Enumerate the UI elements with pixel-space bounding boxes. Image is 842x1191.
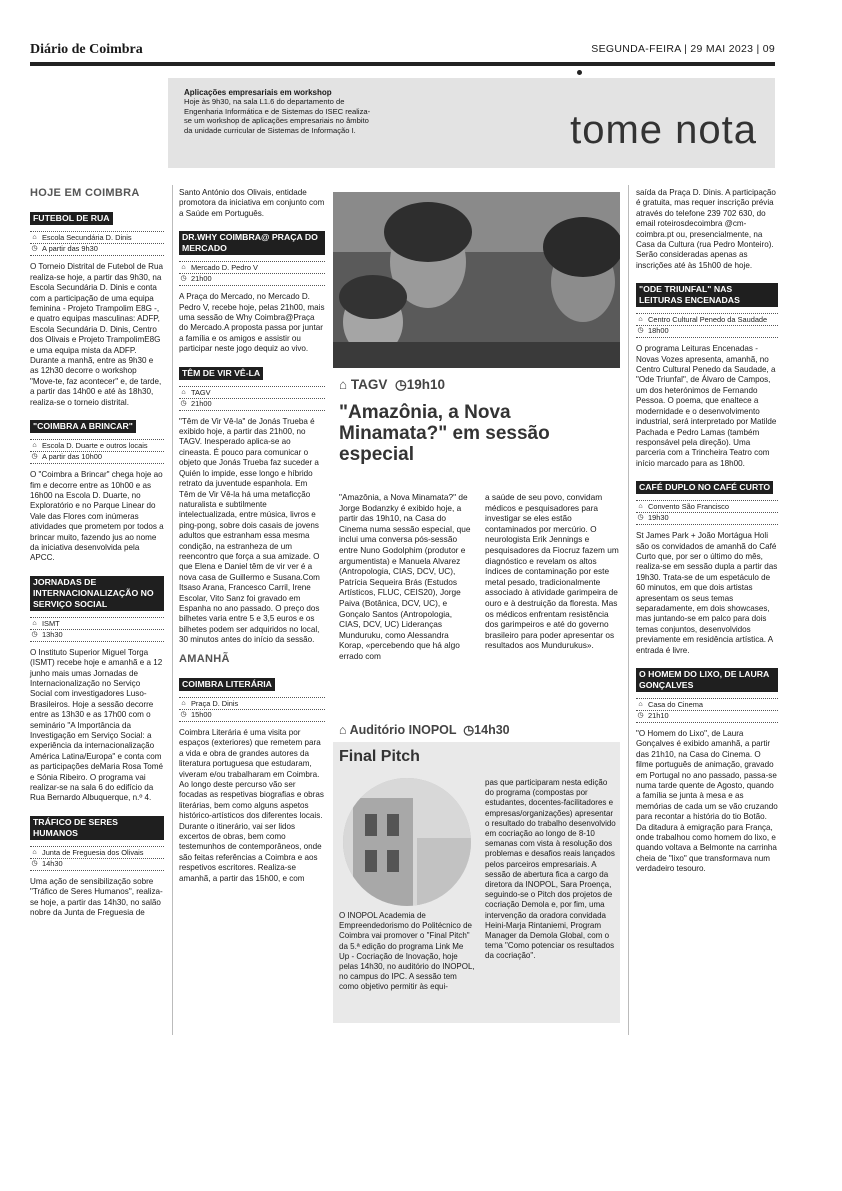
- event-meta: [179, 697, 325, 722]
- event-place: Escola Secundária D. Dinis: [42, 233, 132, 243]
- event-meta: [636, 313, 778, 338]
- column-5: [636, 188, 778, 883]
- feature-photo: [333, 192, 620, 368]
- event-tag: DR.WHY COIMBRA@ PRAÇA DO MERCADO: [179, 231, 325, 255]
- event-time: 18h00: [648, 326, 669, 336]
- event-meta: [179, 261, 325, 286]
- clock-icon: ◷: [637, 327, 644, 335]
- event-time: 14h30: [42, 858, 63, 868]
- event-place: Convento São Francisco: [648, 502, 729, 512]
- event-place: Centro Cultural Penedo da Saudade: [648, 315, 768, 325]
- masthead-rule: [30, 62, 775, 66]
- event-text: O programa Leituras Encenadas - Novas Vozes apresenta, amanhã, no Centro Cultural Penedo da Saudade, a "Ode Triunfal", de Álvaro de Campos, um dos heterónimos de Fernando Pessoa. O poema, que enaltece a modernidade e o desenvolvimento industrial, será interpretado por Matilde Pachada e Pedro Lamas (também responsável pela direção). Uma parceria com a Trincheira Teatro com início marcado para as 18h00.: [636, 344, 777, 468]
- column-2: [179, 188, 325, 892]
- house-icon: ⌂: [181, 700, 186, 707]
- event-tag: "COIMBRA A BRINCAR": [30, 420, 136, 433]
- event-tag: FUTEBOL DE RUA: [30, 212, 113, 225]
- event-text: saída da Praça D. Dinis. A participação é gratuita, mas requer inscrição prévia através do telefone 239 702 630, do email roteirosdecoimbra @cm-coimbra.pt ou, presencialmente, na Casa da Cultura (rua Pedro Monteiro). Serão consideradas apenas as inscrições até às 15h00 de hoje.: [636, 188, 776, 270]
- event-text: O Torneio Distrital de Futebol de Rua realiza-se hoje, a partir das 9h30, na Escola Secundária D. Dinis e conta com a participação de uma equipa feminina - Projeto Trampolim E8G -, e quatro equipas masculinas: ADFP, Escola Secundária D. Dinis, Centro dos Olivais e Projeto TrampolimE8G e uma equipa mista da ADFP. Durante a manhã, entre as 9h30 e as 12h30 decorre o workshop "Move-te, faz acontecer" e, de tarde, a partir das 14h00 e até às 18h30, realiza-se o torneio distrital.: [30, 262, 164, 407]
- feature-text-col-a: "Amazônia, a Nova Minamata?" de Jorge Bodanzky é exibido hoje, a partir das 19h10, na Casa do Cinema numa sessão especial, que inclui uma conversa pós-sessão entre Nuno Godolphim (produtor e argumentista) e Manuela Alvarez (Antropologia, CIAS, DCV, UC), Patrícia Sequeira Brás (Estudos Artísticos, FLUC, CEIS20), Jorge Paiva (Botânica, DCV, UC), e Gonçalo Santos (Antropologia, CIAS, DCV, UC) Lideranças Munduruku, como Alessandra Korap, «percebendo que há algo errado com: [339, 492, 471, 661]
- event-tag: CAFÉ DUPLO NO CAFÉ CURTO: [636, 481, 773, 494]
- people-photo: [333, 192, 620, 368]
- event-time: A partir das 10h00: [42, 452, 102, 462]
- event-time: A partir das 9h30: [42, 244, 98, 254]
- house-icon: ⌂: [32, 848, 37, 856]
- event-tag: TÊM DE VIR VÊ-LA: [179, 367, 263, 380]
- house-icon: ⌂: [638, 316, 643, 324]
- event-time: 21h10: [648, 711, 669, 720]
- event-meta: [30, 439, 164, 464]
- section-heading: AMANHÃ: [179, 652, 230, 665]
- event-tag: COIMBRA LITERÁRIA: [179, 678, 275, 691]
- house-icon: ⌂: [32, 234, 37, 242]
- event-text: "O Homem do Lixo", de Laura Gonçalves é exibido amanhã, a partir das 21h10, na Casa do Cinema. O filme português de animação, gravado em Portugal no ano passado, passa-se numa tarde quente de Agosto, quando a família se junta à mesa e as memórias de cada um se vão cruzando para recontar a história do tio Botão. Da ditadura à emigração para França, onde trabalhou como homem do lixo, e quando voltava a Belmonte na carrinha cheia de "lixo" que transformava num verdadeiro tesouro.: [636, 729, 778, 874]
- clock-icon: ◷: [637, 514, 644, 522]
- event-place: TAGV: [191, 387, 211, 397]
- dateline: SEGUNDA-FEIRA | 29 MAI 2023 | 09: [591, 43, 775, 55]
- masthead: [30, 40, 775, 60]
- tome-nota-box: [168, 78, 775, 168]
- event-box-time: 14h30: [474, 723, 510, 737]
- column-divider: [172, 185, 173, 1035]
- building-photo: [343, 778, 471, 906]
- decorative-dot: [577, 70, 582, 75]
- event-time: 21h00: [191, 274, 212, 284]
- house-icon: ⌂: [339, 377, 348, 392]
- column-divider: [628, 185, 629, 1035]
- event-text: Uma ação de sensibilização sobre "Tráfico de Seres Humanos", realiza-se hoje, a partir das 14h30, no salão nobre da Junta de Freguesia de: [30, 876, 163, 918]
- brief-text: Hoje às 9h30, na sala L1.6 do departamento de Engenharia Informática e de Sistemas do ISEC realiza-se um workshop de aplicações empresariais no âmbito da unidade curricular de Sistemas de Informação I.: [184, 97, 371, 135]
- house-icon: ⌂: [32, 442, 37, 450]
- event-meta: [30, 231, 164, 256]
- feature-time: 19h10: [406, 377, 445, 392]
- feature-text-col-b: a saúde de seu povo, convidam médicos e pesquisadores para investigar se eles estão contaminados por mercúrio. O neurologista Erik Jennings e pesquisadores da Fiocruz fazem um diagnóstico e revelam os altos índices de contaminação por este metal pesado, tradicionalmente associado à atividade garimpeira de ouro e à destruição da floresta. Mas os médicos enfrentam resistência dos garimpeiros e até do governo brasileiro para poder apresentar os resultados aos Mundurukus».: [485, 492, 619, 651]
- event-time: 19h30: [648, 513, 669, 523]
- section-title: tome nota: [570, 108, 757, 152]
- event-place: Junta de Freguesia dos Olivais: [42, 847, 144, 857]
- feature-venue: TAGV: [350, 377, 388, 392]
- event-venue: Auditório INOPOL: [349, 723, 457, 737]
- event-text: O Instituto Superior Miguel Torga (ISMT) recebe hoje e amanhã e a 12 junho mais umas Jornadas de Internacionalização no Serviço Social com investigadores Luso-Brasileiros. Hoje a sessão decorre entre as 13h30 e as 17h00 com o seminário "A Importância da Investigação em Serviço Social: a experiência da internacionalização América Latina/Europa" e conta com as participações deMaria Rosa Tomé e Sónia Ribeiro. O programa vai realizar-se na sala 6 do edifício da Rua Bernardo Albuquerque, n.º 4.: [30, 647, 164, 803]
- event-meta: [30, 846, 164, 871]
- event-time: 21h00: [191, 398, 212, 408]
- event-meta: [636, 698, 778, 723]
- brief-title: Aplicações empresariais em workshop: [184, 88, 332, 97]
- section-heading: HOJE EM COIMBRA: [30, 187, 140, 199]
- clock-icon: ◷: [637, 712, 644, 719]
- paper-name: Diário de Coimbra: [30, 42, 143, 57]
- event-place: Casa do Cinema: [648, 700, 704, 709]
- clock-icon: ◷: [180, 275, 187, 283]
- clock-icon: ◷: [31, 453, 38, 461]
- event-meta: [179, 386, 325, 411]
- feature-meta: [339, 377, 445, 393]
- event-text: O "Coimbra a Brincar" chega hoje ao fim e decorre entre as 10h00 e as 16h00 na Escola D. Duarte, no Exploratório e no Parque Linear do Vale das Flores com inúmeras atividades que prometem por todos a brincar muito, fazendo jus ao nome da iniciativa desenvolvida pela APCC.: [30, 470, 164, 563]
- event-text: A Praça do Mercado, no Mercado D. Pedro V, recebe hoje, pelas 21h00, mais uma sessão de Why Coimbra@Praça do Mercado.A proposta passa por juntar a família e os amigos e assistir ou participar neste jogo dequiz ao vivo.: [179, 292, 325, 354]
- clock-icon: ◷: [180, 399, 187, 407]
- building-image: [343, 778, 471, 906]
- clock-icon: ◷: [463, 723, 475, 737]
- clock-icon: ◷: [394, 377, 407, 392]
- event-meta: [30, 617, 164, 642]
- house-icon: ⌂: [638, 701, 643, 708]
- event-meta: [636, 500, 778, 525]
- event-box-meta: [339, 722, 510, 737]
- clock-icon: ◷: [31, 245, 38, 253]
- event-place: Escola D. Duarte e outros locais: [42, 441, 148, 451]
- house-icon: ⌂: [638, 503, 643, 511]
- event-box-title: Final Pitch: [339, 748, 420, 765]
- house-icon: ⌂: [339, 723, 347, 737]
- house-icon: ⌂: [181, 264, 186, 272]
- house-icon: ⌂: [32, 619, 37, 627]
- event-place: ISMT: [42, 618, 60, 628]
- event-tag: "ODE TRIUNFAL" NAS LEITURAS ENCENADAS: [636, 283, 778, 307]
- column-1: [30, 188, 164, 926]
- event-tag: O HOMEM DO LIXO, DE LAURA GONÇALVES: [636, 668, 778, 692]
- clock-icon: ◷: [31, 630, 38, 638]
- event-text: St James Park + João Mortágua Holi são os convidados de amanhã do Café Curto que, por ser o último do mês, realiza-se em sessão dupla a partir das 19h30. Trata-se de um espetáculo de 60 minutos, em que dois artistas apresentam os seus temas separadamente, em dois showcases, mas juntando-se em palco para dois temas conjuntos, desenvolvidos previamente em residência artística. A entrada é livre.: [636, 531, 778, 655]
- event-text: Santo António dos Olivais, entidade promotora da iniciativa em conjunto com a Saúde em Português.: [179, 188, 325, 218]
- event-text: "Têm de Vir Vê-la" de Jonás Trueba é exibido hoje, a partir das 21h00, no TAGV. Inesperado aplica-se ao cineasta. É pouco para comunicar o objeto que Jonás Trueba faz suceder a Quién lo impide, esse longo e híbrido retrato da juventude espanhola. Em Têm de Vir Vê-la há uma metaficção naturalista e subtilmente intelectualizada, entre música, livros e ping-pong, sobre dois casais de jovens adultos que estranham essa mesma condição, na estranheza de um reencontro que força a sua amizade. O que Elena e Daniel têm de vir ver é a nova casa de Guillermo e Susana.Com Itsaso Arana, Francesco Carril, Irene Escolar, Vito Sanz foi gravado em Espanha no ano passado. O preço dos bilhetes varia entre 5 e 3,5 euros e os bilhetes podem ser adquiridos no local, 30 minutos antes do início da sessão.: [179, 416, 320, 645]
- event-text-col-a: O INOPOL Academia de Empreendedorismo do Politécnico de Coimbra vai promover o "Final Pitch" da 5.ª edição do programa Link Me Up - Cocriação de Inovação, hoje pelas 14h30, no auditório do INOPOL, no campus do IPC. A sessão tem como objetivo permitir às equi-: [339, 911, 475, 992]
- event-place: Praça D. Dinis: [191, 699, 239, 708]
- event-text-col-b: pas que participaram nesta edição do programa (compostas por estudantes, docentes-facilitadores e empresas/organizações) apresentar o resultado do trabalho desenvolvido em cocriação ao longo de 8-10 semanas com vista à resolução dos problemas e desafios reais lançados pelos parceiros empresariais. A sessão de abertura fica a cargo da diretora da INOPOL, Sara Proença, seguindo-se o Pitch dos projetos de cocriação Demola e, por fim, uma intervenção da oradora convidada Heini-Marja Rintaniemi, Program Manager da Demola Global, com o tema "Como potenciar os resultados da cocriação".: [485, 778, 616, 961]
- house-icon: ⌂: [181, 388, 186, 396]
- event-time: 15h00: [191, 710, 212, 719]
- clock-icon: ◷: [180, 711, 187, 718]
- event-place: Mercado D. Pedro V: [191, 263, 258, 273]
- tome-nota-brief: [184, 88, 374, 135]
- event-tag: JORNADAS DE INTERNACIONALIZAÇÃO NO SERVIÇO SOCIAL: [30, 576, 164, 611]
- clock-icon: ◷: [31, 859, 38, 867]
- event-time: 13h30: [42, 629, 63, 639]
- event-text: Coimbra Literária é uma visita por espaços (exteriores) que remetem para a vida e obra de grandes autores da literatura portuguesa que estudaram, viveram e/ou trabalharam em Coimbra. Ao longo deste percurso vão ser focadas as respetivas biografias e obras literárias, bem como alguns aspetos histórico-artísticos dos diferentes locais. Durante o itinerário, vai ser lidos excertos de obras, bem como testemunhos de contemporâneos, onde são feitas referências a Coimbra e aos respetivos escritores. Realiza-se amanhã, a partir das 15h00, e com: [179, 728, 324, 883]
- feature-title: "Amazônia, a Nova Minamata?" em sessão especial: [339, 402, 550, 465]
- event-tag: TRÁFICO DE SERES HUMANOS: [30, 816, 164, 840]
